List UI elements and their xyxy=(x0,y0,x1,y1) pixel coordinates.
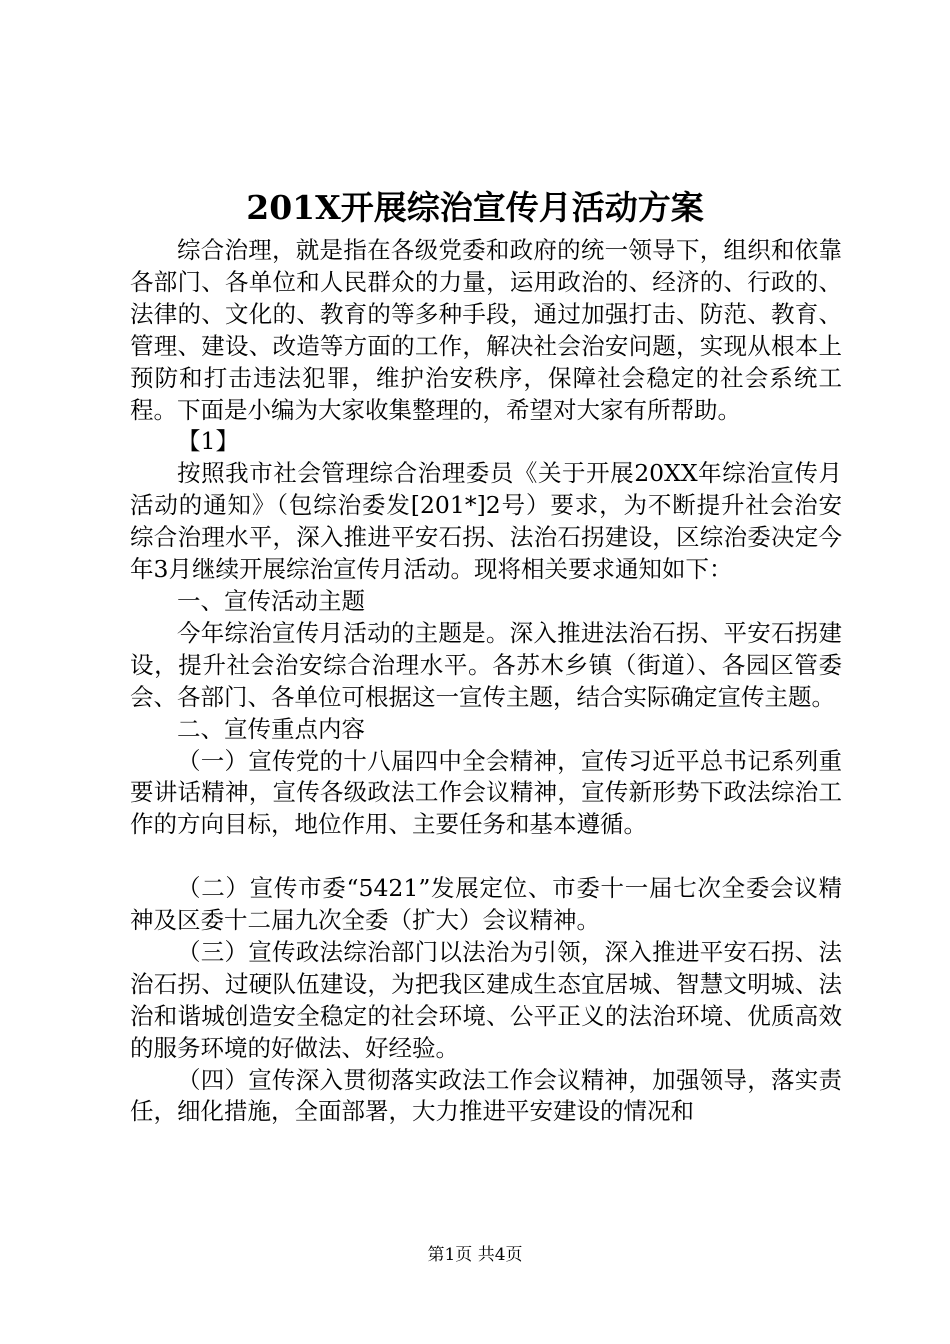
heading-theme: 一、宣传活动主题 xyxy=(177,586,365,615)
paragraph-item-1: （一）宣传党的十八届四中全会精神，宣传习近平总书记系列重要讲话精神，宣传各级政法工作会议精神，宣传新形势下政法综治工作的方向目标，地位作用、主要任务和基本遵循。 xyxy=(130,746,842,839)
document-body xyxy=(130,235,842,1128)
paragraph-section-marker: 【1】 xyxy=(177,427,239,456)
paragraph-notice: 按照我市社会管理综合治理委员《关于开展20XX年综治宣传月活动的通知》（包综治委发[201*]2号）要求，为不断提升社会治安综合治理水平，深入推进平安石拐、法治石拐建设，区综治委决定今年3月继续开展综治宣传月活动。现将相关要求通知如下： xyxy=(130,459,842,584)
heading-key-content: 二、宣传重点内容 xyxy=(177,714,365,743)
paragraph-intro: 综合治理，就是指在各级党委和政府的统一领导下，组织和依靠各部门、各单位和人民群众的力量，运用政治的、经济的、行政的、法律的、文化的、教育的等多种手段，通过加强打击、防范、教育、管理、建设、改造等方面的工作，解决社会治安问题，实现从根本上预防和打击违法犯罪，维护治安秩序，保障社会稳定的社会系统工程。下面是小编为大家收集整理的，希望对大家有所帮助。 xyxy=(130,236,842,424)
paragraph-theme: 今年综治宣传月活动的主题是。深入推进法治石拐、平安石拐建设，提升社会治安综合治理水平。各苏木乡镇（街道）、各园区管委会、各部门、各单位可根据这一宣传主题，结合实际确定宣传主题。 xyxy=(130,618,842,711)
document-title: 201X开展综治宣传月活动方案 xyxy=(246,188,704,227)
paragraph-item-3: （三）宣传政法综治部门以法治为引领，深入推进平安石拐、法治石拐、过硬队伍建设，为把我区建成生态宜居城、智慧文明城、法治和谐城创造安全稳定的社会环境、公平正义的法治环境、优质高效的服务环境的好做法、好经验。 xyxy=(130,937,842,1062)
paragraph-item-4: （四）宣传深入贯彻落实政法工作会议精神，加强领导，落实责任，细化措施，全面部署，大力推进平安建设的情况和 xyxy=(130,1065,842,1126)
page-footer: 第1页 共4页 xyxy=(427,1245,523,1265)
paragraph-item-2: （二）宣传市委“5421”发展定位、市委十一届七次全委会议精神及区委十二届九次全委（扩大）会议精神。 xyxy=(130,874,842,935)
